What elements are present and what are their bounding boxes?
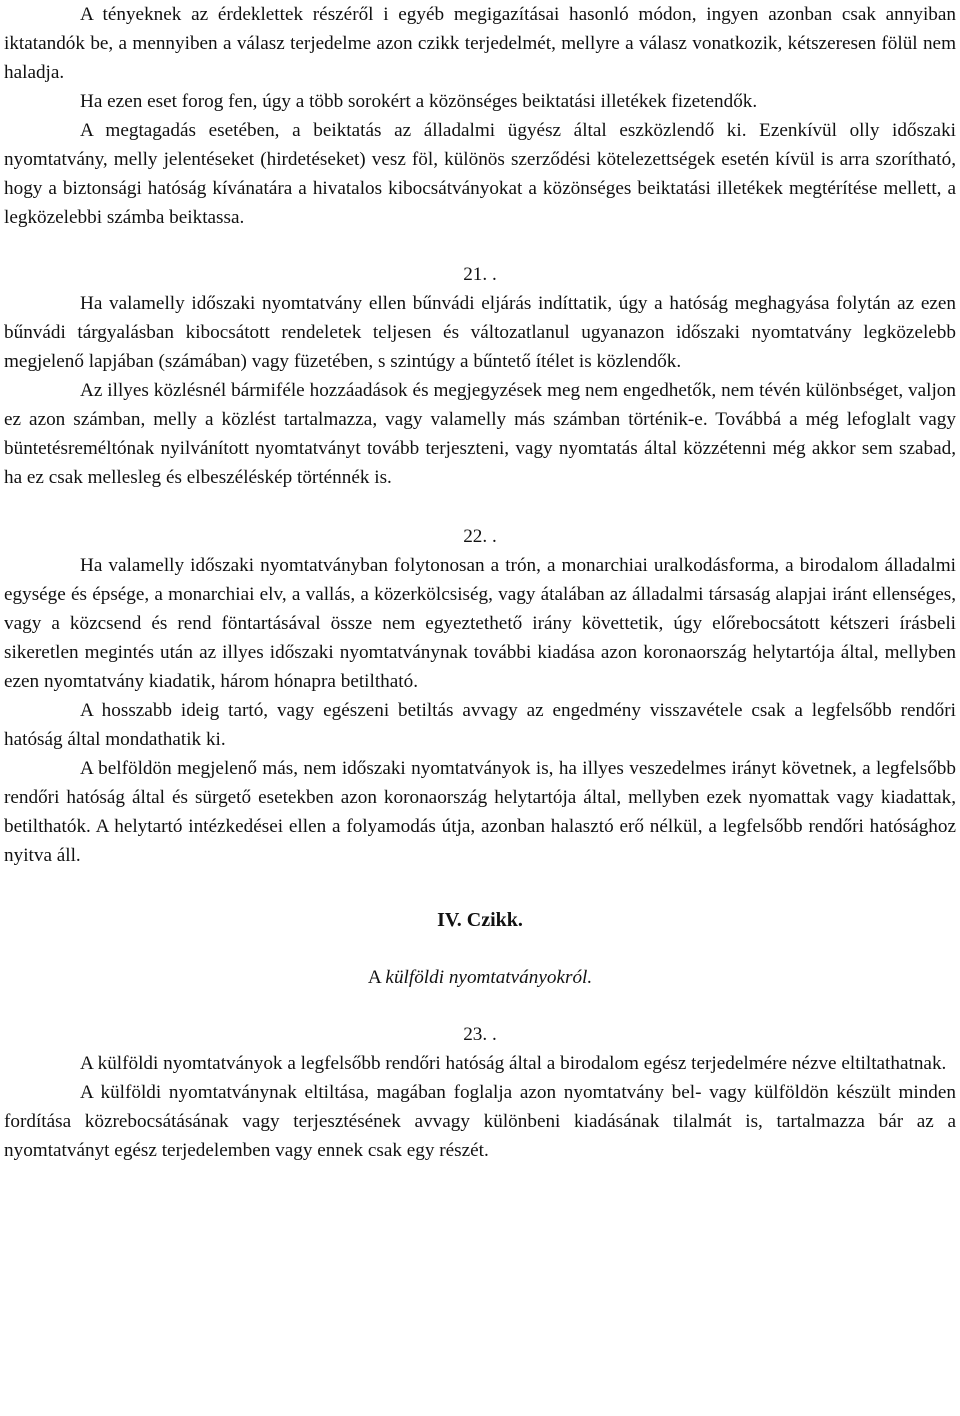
article-subtitle [4,963,956,992]
paragraph-publication-rules: Az illyes közlésnél bármiféle hozzáadások és megjegyzések meg nem engedhetők, nem tévén különbséget, valjon ez azon számban, melly a közlést tartalmazza, vagy valamelly más számban történik-e. Továbbá a még lefoglalt vagy büntetésreméltónak nyilvánított nyomtatványt tovább terjeszteni, vagy nyomtatás által közzétenni még akkor sem szabad, ha ez csak mellesleg és elbeszéléskép történnék is. [4,380,956,488]
spacer [4,992,956,1020]
paragraph-ban-periodicals: Ha valamelly időszaki nyomtatványban folytonosan a trón, a monarchiai uralkodásforma, a birodalom álladalmi egysége és épsége, a monarchiai elv, a vallás, a közerkölcsiség, vagy átalában az álladalmi társaság alapjai iránt ellenséges, vagy a közcsend és rend föntartásával össze nem egyeztethető irány követtetik, úgy előrebocsátott kétszeri írásbeli sikeretlen megintés után az illyes időszaki nyomtatványnak további kiadása azon koronaország helytartója által, mellyben ezen nyomtatvány kiadatik, három hónapra betiltható. [4,555,956,692]
spacer [4,935,956,963]
paragraph-foreign-translations: A külföldi nyomtatványnak eltiltása, magában foglalja azon nyomtatvány bel- vagy külföldön készült minden fordítása közrebocsátásának vagy terjesztésének avvagy különbeni kiadásának tilalmát is, tartalmazza bár az a nyomtatványt egész terjedelemben vagy ennek csak egy részét. [4,1082,956,1161]
paragraph-domestic-prints: A belföldön megjelenő más, nem időszaki nyomtatványok is, ha illyes veszedelmes irányt követnek, a legfelsőbb rendőri hatóság által és sürgető esetekben azon koronaország helytartója által, mellyben ezek nyomattak vagy kiadattak, betilthatók. A helytartó intézkedései ellen a folyamodás útja, azonban halasztó erő nélkül, a legfelsőbb rendőri hatósághoz nyitva áll. [4,758,956,866]
paragraph-criminal-proceedings: Ha valamelly időszaki nyomtatvány ellen bűnvádi eljárás indíttatik, úgy a hatóság meghagyása folytán az ezen bűnvádi tárgyalásban kibocsátott rendeletek teljesen és változatlanul ugyanazon időszaki nyomtatvány legközelebb megjelenő lapjában (számában) vagy füzetében, s szintúgy a bűntető ítélet is közlendők. [4,293,956,372]
article-subtitle-italic: külföldi nyomtatványokról. [385,967,593,988]
section-number-21: 21. . [463,264,497,285]
paragraph-refusal: A megtagadás esetében, a beiktatás az álladalmi ügyész által eszközlendő ki. Ezenkívül olly időszaki nyomtatvány, melly jelentéseket (hirdetéseket) vesz föl, különös szerződési kötelezettségek esetén kívül is arra szorítható, hogy a biztonsági hatóság kívánatára a hivatalos kibocsátványokat a közönséges beiktatási illetékek megtérítése mellett, a legközelebbi számba beiktassa. [4,120,956,228]
section-number-22: 22. . [463,526,497,547]
paragraph-foreign-ban: A külföldi nyomtatványok a legfelsőbb rendőri hatóság által a birodalom egész terjedelmére nézve eltiltathatnak. [80,1053,947,1074]
article-subtitle-prefix: A [367,967,386,988]
spacer [4,492,956,522]
spacer [4,870,956,906]
paragraph-corrections: A tényeknek az érdeklettek részéről i egyéb megigazításai hasonló módon, ingyen azonban csak annyiban iktatandók be, a mennyiben a válasz terjedelme azon czikk terjedelmét, mellyre a válasz vonatkozik, kétszeresen fölül nem haladja. [4,4,956,83]
section-number-23: 23. . [463,1024,497,1045]
spacer [4,232,956,260]
paragraph-long-ban: A hosszabb ideig tartó, vagy egészeni betiltás avvagy az engedmény visszavétele csak a legfelsőbb rendőri hatóság által mondathatik ki. [4,700,956,750]
article-heading: IV. Czikk. [437,909,523,931]
paragraph-fees: Ha ezen eset forog fen, úgy a több sorokért a közönséges beiktatási illetékek fizetendők. [80,91,758,112]
